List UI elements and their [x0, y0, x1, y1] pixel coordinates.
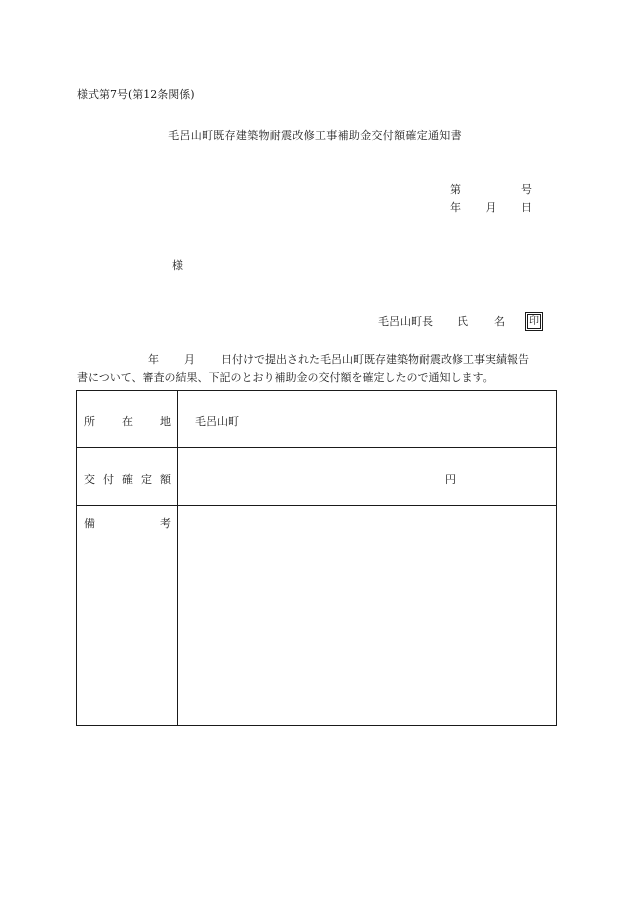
sender-name-label	[457, 313, 505, 329]
sender-title: 毛呂山町長	[378, 315, 433, 328]
table-row-amount	[77, 448, 556, 506]
table-row-location	[77, 391, 556, 448]
location-label	[84, 413, 171, 429]
number-prefix: 第	[450, 183, 461, 196]
seal-mark: 印	[529, 315, 539, 327]
label-char: 確	[122, 473, 133, 486]
amount-label	[84, 471, 171, 487]
label-char: 所	[84, 415, 95, 428]
label-char: 定	[141, 473, 152, 486]
label-char: 交	[84, 473, 95, 486]
issue-date-line	[450, 199, 532, 215]
label-char: 額	[160, 473, 171, 486]
remarks-label	[84, 515, 171, 531]
label-char: 考	[160, 517, 171, 530]
document-title: 毛呂山町既存建築物耐震改修工事補助金交付額確定通知書	[168, 129, 462, 142]
sender-block	[378, 313, 541, 329]
label-char: 在	[122, 415, 133, 428]
form-number-label: 様式第7号(第12条関係)	[77, 88, 195, 101]
date-day: 日	[521, 201, 532, 214]
date-month: 月	[485, 201, 497, 214]
document-number-line	[450, 181, 532, 197]
body-year: 年	[148, 353, 159, 366]
number-suffix: 号	[521, 183, 532, 196]
recipient-honorific: 様	[172, 259, 183, 272]
label-char: 地	[160, 415, 171, 428]
location-value: 毛呂山町	[195, 415, 239, 428]
label-char: 付	[103, 473, 114, 486]
body-line1-rest: 日付けで提出された毛呂山町既存建築物耐震改修工事実績報告	[221, 353, 529, 366]
date-year: 年	[450, 201, 461, 214]
name-char: 名	[494, 315, 505, 328]
label-char: 備	[84, 517, 95, 530]
name-char: 氏	[457, 315, 468, 328]
details-table	[76, 390, 557, 726]
body-text-line-1	[148, 351, 529, 367]
table-row-remarks	[77, 506, 556, 725]
amount-unit: 円	[445, 473, 456, 486]
body-month: 月	[184, 353, 195, 366]
body-text-line-2: 書について、審査の結果、下記のとおり補助金の交付額を確定したので通知します。	[77, 371, 494, 384]
